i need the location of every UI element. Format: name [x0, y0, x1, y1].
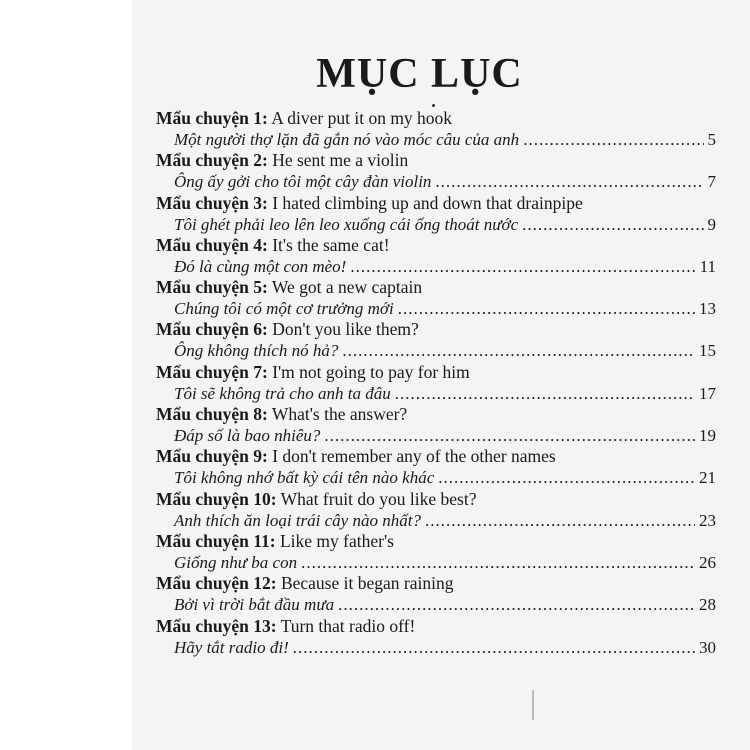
story-label: Mẩu chuyện 4: — [156, 234, 268, 255]
story-title-english: He sent me a violin — [272, 150, 409, 171]
story-title-en — [156, 319, 716, 340]
dot-leader — [425, 510, 695, 531]
page-number: 7 — [707, 172, 716, 192]
story-label: Mẩu chuyện 7: — [156, 361, 268, 382]
story-title-vi-row — [156, 129, 716, 150]
story-title-vietnamese: Tôi ghét phải leo lên leo xuống cái ống thoát nước — [174, 214, 519, 234]
page-title: MỤC LỤC — [316, 51, 523, 97]
toc-entry — [156, 489, 716, 531]
story-title-vietnamese: Tôi sẽ không trả cho anh ta đâu — [174, 383, 391, 403]
story-title-vietnamese: Anh thích ăn loại trái cây nào nhất? — [174, 510, 421, 530]
dot-leader — [522, 214, 703, 235]
toc-entry — [156, 277, 716, 319]
story-title-english: What's the answer? — [271, 404, 408, 425]
page-number: 28 — [699, 595, 716, 615]
table-of-contents — [156, 108, 716, 658]
story-title-vi-row — [156, 340, 716, 361]
story-label: Mẩu chuyện 12: — [156, 573, 277, 594]
story-title-english: A diver put it on my hook — [271, 108, 453, 128]
story-title-vietnamese: Ông không thích nó hả? — [174, 341, 339, 361]
story-title-vi-row — [156, 552, 716, 573]
dot-leader — [435, 171, 703, 192]
dot-leader — [350, 256, 695, 277]
story-label: Mẩu chuyện 6: — [156, 319, 268, 340]
story-title-vietnamese: Giống như ba con — [174, 552, 298, 572]
story-title-en — [156, 573, 716, 594]
story-title-en — [156, 616, 716, 637]
page-number: 9 — [707, 214, 716, 234]
toc-entry — [156, 362, 716, 404]
story-title-vi-row — [156, 214, 716, 235]
dot-leader — [398, 298, 695, 319]
story-title-vi-row — [156, 467, 716, 488]
page-number: 17 — [699, 383, 716, 403]
story-title-vietnamese: Một người thợ lặn đã gắn nó vào móc câu của anh — [174, 130, 520, 149]
toc-entry — [156, 150, 716, 192]
story-title-vi-row — [156, 171, 716, 192]
toc-entry — [156, 573, 716, 615]
story-title-vi-row — [156, 256, 716, 277]
dot-leader — [293, 637, 695, 658]
story-title-en — [156, 235, 716, 256]
dot-leader — [395, 383, 695, 404]
story-label: Mẩu chuyện 10: — [156, 488, 277, 509]
dot-leader — [438, 467, 695, 488]
toc-entry — [156, 616, 716, 658]
dot-leader — [324, 425, 695, 446]
story-title-vietnamese: Bởi vì trời bắt đầu mưa — [174, 595, 335, 615]
ink-dot — [432, 104, 435, 107]
toc-entry — [156, 446, 716, 488]
page-number: 11 — [699, 256, 716, 276]
story-title-vi-row — [156, 425, 716, 446]
story-title-english: I hated climbing up and down that drainpipe — [272, 192, 583, 213]
dot-leader — [342, 340, 695, 361]
story-title-vi-row — [156, 510, 716, 531]
story-title-en — [156, 404, 716, 425]
story-title-vi-row — [156, 637, 716, 658]
toc-entry — [156, 404, 716, 446]
story-title-english: I'm not going to pay for him — [272, 361, 470, 382]
spine-mark — [532, 690, 534, 720]
story-title-en — [156, 150, 716, 171]
toc-entry — [156, 319, 716, 361]
story-title-english: It's the same cat! — [272, 234, 390, 255]
story-title-vi-row — [156, 383, 716, 404]
story-label: Mẩu chuyện 8: — [156, 404, 268, 425]
dot-leader — [338, 594, 695, 615]
story-title-english: Don't you like them? — [272, 319, 419, 340]
dot-leader — [301, 552, 695, 573]
story-label: Mẩu chuyện 13: — [156, 615, 277, 636]
page-number: 21 — [699, 468, 716, 488]
story-title-english: Like my father's — [279, 530, 394, 551]
page-number: 23 — [699, 510, 716, 530]
story-title-en — [156, 362, 716, 383]
book-page — [132, 0, 750, 750]
story-label: Mẩu chuyện 9: — [156, 446, 268, 467]
story-title-vi-row — [156, 594, 716, 615]
story-title-en — [156, 489, 716, 510]
story-title-vietnamese: Chúng tôi có một cơ trưởng mới — [174, 299, 394, 319]
toc-entry — [156, 108, 716, 150]
page-number: 15 — [699, 341, 716, 361]
story-title-english: I don't remember any of the other names — [272, 446, 556, 467]
story-label: Mẩu chuyện 11: — [156, 530, 276, 551]
story-title-vietnamese: Hãy tắt radio đi! — [174, 637, 289, 657]
story-title-english: Turn that radio off! — [280, 615, 416, 636]
toc-entry — [156, 193, 716, 235]
story-title-en — [156, 446, 716, 467]
story-title-en — [156, 531, 716, 552]
dot-leader — [523, 129, 703, 150]
story-title-en — [156, 277, 716, 298]
story-title-vietnamese: Ông ấy gởi cho tôi một cây đàn violin — [174, 172, 432, 192]
page-number: 19 — [699, 426, 716, 446]
story-title-en — [156, 193, 716, 214]
story-title-en — [156, 108, 716, 129]
story-label: Mẩu chuyện 5: — [156, 277, 268, 298]
story-title-vietnamese: Đó là cùng một con mèo! — [174, 256, 347, 276]
toc-entry — [156, 531, 716, 573]
story-title-english: What fruit do you like best? — [280, 488, 477, 509]
story-title-vietnamese: Đáp số là bao nhiêu? — [174, 426, 321, 446]
story-title-vietnamese: Tôi không nhớ bất kỳ cái tên nào khác — [174, 468, 435, 488]
story-title-vi-row — [156, 298, 716, 319]
page-number: 13 — [699, 299, 716, 319]
story-label: Mẩu chuyện 3: — [156, 192, 268, 213]
story-title-english: Because it began raining — [280, 573, 454, 594]
story-title-english: We got a new captain — [271, 277, 423, 298]
toc-entry — [156, 235, 716, 277]
page-number: 5 — [707, 130, 716, 149]
story-label: Mẩu chuyện 1: — [156, 108, 268, 128]
page-number: 30 — [699, 637, 716, 657]
page-number: 26 — [699, 552, 716, 572]
story-label: Mẩu chuyện 2: — [156, 150, 268, 171]
